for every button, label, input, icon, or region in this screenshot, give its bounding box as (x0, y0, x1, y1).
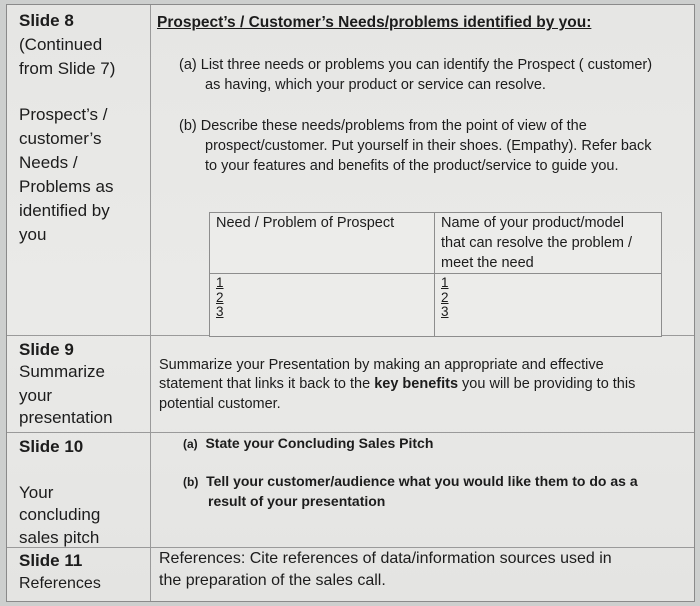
slide9-title: Slide 9 (19, 340, 74, 359)
assignment-table (6, 4, 695, 602)
needs-table (209, 212, 662, 337)
slide8-subtitle-line1: (Continued (19, 35, 103, 54)
needs-cell-problems[interactable] (210, 274, 435, 337)
slide8-label-line1: Prospect’s / (19, 105, 108, 124)
slide9-text-line3: potential customer. (159, 396, 281, 412)
slide9-text-line2 (159, 374, 635, 394)
slide9-text-line2-post: you will be providing to this (458, 376, 636, 392)
slide8-item-a-line1: (a) List three needs or problems you can identify the Prospect ( customer) (179, 57, 653, 73)
needs-header-product-line1: Name of your product/model (441, 215, 624, 231)
problem-number-3: 3 (216, 304, 224, 319)
slide9-text-line1: Summarize your Presentation by making an appropriate and effective (159, 357, 604, 373)
product-number-2: 2 (441, 289, 449, 305)
slide8-label-line5: identified by (19, 201, 110, 220)
slide8-label-line4: Problems as (19, 177, 114, 196)
slide8-item-b-line3: to your features and benefits of the product/service to guide you. (205, 158, 619, 174)
product-number-3: 3 (441, 304, 449, 319)
slide10-item-a-text: State your Concluding Sales Pitch (205, 435, 434, 451)
problem-number-1: 1 (216, 275, 224, 290)
slide8-label-line3: Needs / (19, 153, 78, 172)
needs-header-product-line3: meet the need (441, 255, 534, 271)
needs-header-problem (210, 213, 435, 274)
slide10-label-line3: sales pitch (19, 528, 100, 547)
product-number-1: 1 (441, 275, 449, 290)
slide8-subtitle-line2: from Slide 7) (19, 59, 116, 78)
needs-cell-products[interactable] (435, 274, 662, 337)
slide10-item-b-text: Tell your customer/audience what you would like them to do as a (206, 473, 638, 489)
needs-table-header-row (210, 213, 662, 274)
key-benefits-text: key benefits (374, 376, 459, 392)
needs-table-row (210, 274, 662, 337)
slide10-item-a (183, 433, 433, 454)
slide8-label-line2: customer’s (19, 129, 102, 148)
slide11-title: Slide 11 (19, 551, 83, 570)
slide8-item-b-line1: (b) Describe these needs/problems from the point of view of the (179, 118, 587, 134)
slide11-text-line2: the preparation of the sales call. (159, 572, 386, 589)
slide9-label-line1: Summarize (19, 362, 105, 381)
slide10-label-line2: concluding (19, 505, 101, 524)
slide8-item-a-line2: as having, which your product or service can resolve. (205, 77, 546, 93)
slide10-item-b-line1 (183, 471, 638, 492)
slide10-title: Slide 10 (19, 437, 84, 456)
slide11-text-line1: References: Cite references of data/information sources used in (159, 550, 612, 567)
slide11-label: References (19, 575, 101, 592)
slide10-item-b-marker: (b) (183, 475, 199, 489)
slide8-item-b-line2: prospect/customer. Put yourself in their shoes. (Empathy). Refer back (205, 138, 652, 154)
needs-header-product (435, 213, 662, 274)
slide10-label-line1: Your (19, 483, 54, 502)
slide9-text-line2-pre: statement that links it back to the (159, 376, 375, 392)
slide9-label-line3: presentation (19, 408, 113, 427)
slide8-heading: Prospect’s / Customer’s Needs/problems identified by you: (157, 14, 592, 31)
slide9-label-line2: your (19, 386, 53, 405)
slide8-title: Slide 8 (19, 11, 74, 30)
slide10-item-a-marker: (a) (183, 437, 198, 451)
slide8-label-line6: you (19, 225, 47, 244)
column-divider (150, 5, 151, 601)
needs-header-product-line2: that can resolve the problem / (441, 235, 633, 251)
needs-header-problem-text: Need / Problem of Prospect (216, 215, 395, 231)
slide10-item-b-line2: result of your presentation (208, 493, 386, 509)
problem-number-2: 2 (216, 289, 224, 305)
